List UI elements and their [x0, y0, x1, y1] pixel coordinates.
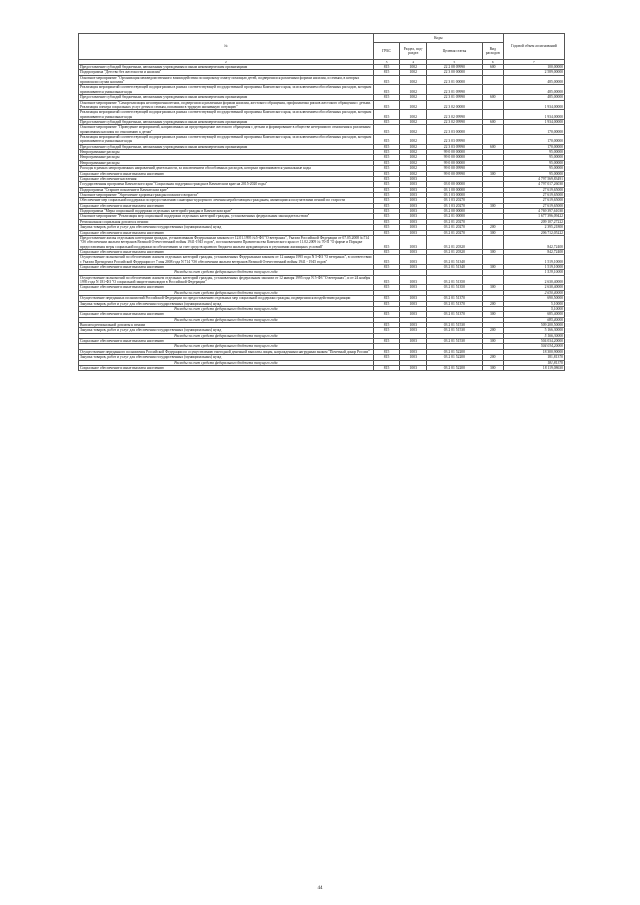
- table-row: [79, 365, 565, 370]
- row-grbs: 815: [373, 328, 400, 333]
- row-description: Основное мероприятие "Реализация мер социальной поддержки отдельных категорий граждан, установленных федеральным законодательством": [79, 214, 374, 219]
- row-amount: 504 034,20000: [503, 344, 564, 349]
- table-row: [79, 135, 565, 145]
- row-target-article: 22 3 02 09990: [427, 119, 483, 124]
- header-csr: Целевая статья: [427, 43, 483, 60]
- row-amount: 170,00000: [503, 125, 564, 135]
- row-description: Социальное обеспечение и иные выплаты населению: [79, 312, 374, 317]
- row-grbs: 815: [373, 193, 400, 198]
- row-target-article: 03 2 01 20320: [427, 235, 483, 249]
- row-expense-type: [482, 125, 503, 135]
- row-description: Социальное обеспечение и иные выплаты населению: [79, 230, 374, 235]
- row-amount: 485,00000: [503, 95, 564, 100]
- row-amount: 2 630,40000: [503, 290, 564, 295]
- row-target-article: 22 3 01 09990: [427, 95, 483, 100]
- row-grbs: 815: [373, 301, 400, 306]
- row-grbs: 815: [373, 65, 400, 70]
- table-row: [79, 110, 565, 120]
- row-grbs: 815: [373, 171, 400, 176]
- row-description: Основное мероприятие "Проведение мероприятий, направленных на предотвращение жестокого обращения с детьми и формирование в обществе нетерпимого отношения к различным проявлениям насилия по отношению к детям": [79, 125, 374, 135]
- row-expense-type: 200: [482, 355, 503, 360]
- row-description: Социальное обеспечение и иные выплаты населению: [79, 249, 374, 254]
- row-expense-type: [482, 235, 503, 249]
- header-grbs: ГРБС: [373, 43, 400, 60]
- header-razdel: Раздел, под-раздел: [400, 43, 427, 60]
- row-description: Расходы в рамках непрограммных направлений деятельности, за исключением обособленных расходов, которым присваиваются уникальные коды: [79, 166, 374, 171]
- row-grbs: 815: [373, 235, 400, 249]
- row-grbs: 815: [373, 150, 400, 155]
- row-amount: 27 619,65000: [503, 198, 564, 203]
- row-amount: 1 519,10000: [503, 270, 564, 275]
- row-amount: 4 769 397,61030: [503, 209, 564, 214]
- row-amount: 18 300,90000: [503, 349, 564, 354]
- row-amount: 1 519,10000: [503, 265, 564, 270]
- row-description: Социальное обеспечение и иные выплаты населению: [79, 285, 374, 290]
- row-description: Реализация мероприятий соответствующей подпрограммы в рамках соответствующей государственной программы Камчатского края, за исключением обособленных расходов, которым присваиваются уникальные коды: [80, 135, 372, 144]
- row-grbs: 815: [373, 365, 400, 370]
- row-expense-type: 300: [482, 312, 503, 317]
- row-description: Реализация мероприятий соответствующей подпрограммы в рамках соответствующей государственной программы Камчатского края, за исключением обособленных расходов, которым присваиваются уникальные коды: [80, 110, 372, 119]
- table-header: [79, 34, 565, 65]
- row-target-article: 03 2 01 20320: [427, 249, 483, 254]
- row-razdel: 1003: [400, 219, 427, 224]
- table-row: [79, 255, 565, 265]
- row-razdel: 1003: [400, 249, 427, 254]
- row-grbs: 815: [373, 198, 400, 203]
- row-target-article: 22 3 03 09990: [427, 135, 483, 145]
- row-description: Предоставление субсидий бюджетным, автономным учреждениям и иным некоммерческим организациям: [79, 65, 374, 70]
- row-grbs: 815: [373, 160, 400, 165]
- row-expense-type: [482, 135, 503, 145]
- row-grbs: 815: [373, 275, 400, 285]
- row-description: Расходы за счет средств федерального бюджета текущего года: [79, 290, 374, 295]
- row-description: Реализация мероприятий соответствующей подпрограммы в рамках соответствующей государственной программы Камчатского края, за исключением обособленных расходов, которым присваиваются уникальные коды: [80, 85, 372, 94]
- row-expense-type: 600: [482, 95, 503, 100]
- row-target-article: 99 0 00 09990: [427, 171, 483, 176]
- row-description: Основное мероприятие "Организация межведомственного взаимодействия по широкому охвату помощью детей, подвергшихся различным формам насилия, и семьям, в которых произошли случаи насилия": [79, 75, 374, 85]
- row-amount: 209 107,27222: [503, 219, 564, 224]
- row-razdel: 1002: [400, 100, 427, 110]
- row-razdel: 1003: [400, 203, 427, 208]
- row-description: Основное мероприятие "Самореализация несовершеннолетних, подвергшихся различным формам насилия, жестокого обращения, профилактика рисков жестокого обращения с детьми. Реализация спектра социальных услуг детям и семьям, попавшим в трудную жизненную ситуацию": [79, 100, 374, 110]
- row-razdel: 1002: [400, 75, 427, 85]
- row-expense-type: 300: [482, 265, 503, 270]
- table-row: [79, 100, 565, 110]
- row-grbs: 815: [373, 203, 400, 208]
- col-index: 6: [482, 60, 503, 65]
- row-razdel: 1003: [400, 285, 427, 290]
- row-amount: 27 619,65000: [503, 187, 564, 192]
- row-target-article: 03 1 03 00000: [427, 193, 483, 198]
- row-grbs: 815: [373, 249, 400, 254]
- row-amount: 690,50000: [503, 296, 564, 301]
- row-expense-type: [482, 75, 503, 85]
- row-description: Закупка товаров, работ и услуг для обеспечения государственных (муниципальных) нужд: [79, 328, 374, 333]
- row-grbs: 815: [373, 119, 400, 124]
- table-row: [79, 275, 565, 285]
- row-expense-type: [482, 275, 503, 285]
- row-razdel: 1003: [400, 235, 427, 249]
- row-description: Подпрограмма "Старшее поколение в Камчатском крае": [79, 187, 374, 192]
- row-description: Предоставление субсидий бюджетным, автономным учреждениям и иным некоммерческим организациям: [79, 119, 374, 124]
- row-grbs: 815: [373, 176, 400, 181]
- page-number: 44: [317, 886, 323, 891]
- row-target-article: 22 3 02 00000: [427, 100, 483, 110]
- row-grbs: 815: [373, 265, 400, 270]
- row-expense-type: 300: [482, 203, 503, 208]
- row-razdel: 1002: [400, 171, 427, 176]
- row-target-article: 03 2 01 52200: [427, 349, 483, 354]
- row-description: Расходы за счет средств федерального бюджета текущего года: [79, 317, 374, 322]
- row-razdel: 1002: [400, 144, 427, 149]
- row-description: Осуществление переданных полномочий Российской Федерации по предоставлению отдельных мер социальной поддержки граждан, подвергшихся воздействию радиации: [79, 296, 374, 301]
- row-amount: 18 119,08630: [503, 365, 564, 370]
- row-amount: 95,00000: [503, 166, 564, 171]
- row-description: Расходы за счет средств федерального бюджета текущего года: [79, 344, 374, 349]
- row-razdel: 1003: [400, 209, 427, 214]
- row-amount: 95,00000: [503, 155, 564, 160]
- row-expense-type: 200: [482, 225, 503, 230]
- row-amount: 5 166,30000: [503, 333, 564, 338]
- row-amount: 509 200,50000: [503, 322, 564, 327]
- row-description: Подпрограмма "Меры социальной поддержки отдельных категорий граждан в Камчатском крае": [79, 209, 374, 214]
- row-description: Социальное обеспечение населения: [79, 176, 374, 181]
- row-description: Закупка товаров, работ и услуг для обеспечения государственных (муниципальных) нужд: [79, 225, 374, 230]
- row-description: Расходы за счет средств федерального бюджета текущего года: [79, 270, 374, 275]
- row-target-article: 03 2 01 20270: [427, 230, 483, 235]
- row-expense-type: 300: [482, 285, 503, 290]
- row-target-article: 03 0 00 00000: [427, 182, 483, 187]
- row-amount: 2 395,21800: [503, 225, 564, 230]
- row-target-article: 99 0 00 00000: [427, 160, 483, 165]
- row-target-article: 99 0 00 00000: [427, 155, 483, 160]
- row-description: Непрограммные расходы: [79, 160, 374, 165]
- row-grbs: 815: [373, 255, 400, 265]
- header-num: №: [79, 34, 374, 60]
- table-row: [79, 85, 565, 95]
- header-amount: Годовой объем ассигнований: [503, 34, 564, 60]
- row-description: Социальное обеспечение и иные выплаты населению: [79, 339, 374, 344]
- row-description: Непрограммные расходы: [79, 155, 374, 160]
- row-expense-type: 600: [482, 144, 503, 149]
- row-grbs: 815: [373, 219, 400, 224]
- col-index: 5: [427, 60, 483, 65]
- row-expense-type: 300: [482, 339, 503, 344]
- row-description: Социальное обеспечение и иные выплаты населению: [79, 365, 374, 370]
- row-description: Расходы за счет средств федерального бюджета текущего года: [79, 333, 374, 338]
- table-row: [79, 75, 565, 85]
- table-body: [79, 65, 565, 371]
- row-grbs: 815: [373, 182, 400, 187]
- row-razdel: 1002: [400, 70, 427, 75]
- row-grbs: 815: [373, 166, 400, 171]
- col-index: 4: [400, 60, 427, 65]
- row-description: Обеспечение мер социальной поддержки по предоставлению санаторно-курортного лечения неработающим гражданам, являющимся получателями пенсий по старости: [79, 198, 374, 203]
- row-amount: 170,00000: [503, 144, 564, 149]
- row-amount: 5,10000: [503, 306, 564, 311]
- row-target-article: 03 1 03 20270: [427, 198, 483, 203]
- row-amount: 4 797 017,26030: [503, 182, 564, 187]
- row-expense-type: [482, 100, 503, 110]
- row-target-article: 03 2 00 00000: [427, 209, 483, 214]
- row-razdel: 1003: [400, 230, 427, 235]
- row-target-article: 22 3 00 00000: [427, 70, 483, 75]
- row-target-article: 99 0 00 00000: [427, 150, 483, 155]
- row-grbs: 815: [373, 209, 400, 214]
- row-amount: 2 630,40000: [503, 275, 564, 285]
- row-description: Социальное обеспечение и иные выплаты населению: [79, 265, 374, 270]
- row-expense-type: 200: [482, 301, 503, 306]
- row-amount: 4 797 569,83491: [503, 176, 564, 181]
- row-razdel: 1002: [400, 155, 427, 160]
- row-target-article: 03 2 01 52200: [427, 355, 483, 360]
- row-grbs: 815: [373, 187, 400, 192]
- row-amount: 485,00000: [503, 75, 564, 85]
- row-razdel: 1003: [400, 301, 427, 306]
- row-grbs: 815: [373, 285, 400, 290]
- col-index: 3: [373, 60, 400, 65]
- row-target-article: 03 2 01 51340: [427, 255, 483, 265]
- row-description: Закупка товаров, работ и услуг для обеспечения государственных (муниципальных) нужд: [79, 301, 374, 306]
- row-razdel: 1002: [400, 95, 427, 100]
- table-row: [79, 235, 565, 249]
- row-expense-type: [482, 110, 503, 120]
- row-razdel: 1003: [400, 198, 427, 203]
- row-amount: 181,81370: [503, 355, 564, 360]
- row-razdel: 1003: [400, 187, 427, 192]
- row-expense-type: 600: [482, 119, 503, 124]
- row-razdel: 1003: [400, 328, 427, 333]
- row-amount: 170,00000: [503, 135, 564, 145]
- row-grbs: 815: [373, 225, 400, 230]
- row-target-article: 03 2 01 51530: [427, 322, 483, 327]
- row-expense-type: [482, 255, 503, 265]
- row-description: Основное мероприятие "Укрепление здоровья граждан пожилого возраста": [79, 193, 374, 198]
- row-razdel: 1002: [400, 85, 427, 95]
- row-description: Государственная программа Камчатского края "Социальная поддержка граждан в Камчатском крае на 2015-2020 годы": [79, 182, 374, 187]
- row-grbs: 815: [373, 312, 400, 317]
- row-grbs: 815: [373, 230, 400, 235]
- row-razdel: 1002: [400, 166, 427, 171]
- row-razdel: 1003: [400, 214, 427, 219]
- row-description: Осуществление полномочий по обеспечению жильем отдельных категорий граждан, установленных Федеральным законом от 12 января 1995 года N 5-ФЗ "О ветеранах", в соответствии с Указом Президента Российской Федерации от 7 мая 2008 года N 714 "Об обеспечении жильем ветеранов Великой Отечественной войны 1941 - 1945 годов": [80, 255, 372, 264]
- row-amount: 2 630,40000: [503, 285, 564, 290]
- row-amount: 685,40000: [503, 317, 564, 322]
- row-target-article: 03 2 01 20270: [427, 225, 483, 230]
- row-razdel: 1002: [400, 160, 427, 165]
- row-description: Выплата региональной доплаты к пенсии: [79, 322, 374, 327]
- row-amount: 95,00000: [503, 171, 564, 176]
- row-target-article: 22 2 08 09990: [427, 65, 483, 70]
- row-grbs: 815: [373, 296, 400, 301]
- row-razdel: 1003: [400, 365, 427, 370]
- row-target-article: 03 2 01 51530: [427, 328, 483, 333]
- row-grbs: 815: [373, 110, 400, 120]
- row-target-article: 03 2 01 00000: [427, 214, 483, 219]
- row-target-article: 03 2 01 51340: [427, 265, 483, 270]
- row-target-article: 03 2 01 51370: [427, 301, 483, 306]
- row-grbs: 815: [373, 144, 400, 149]
- row-amount: 1 519,10000: [503, 255, 564, 265]
- row-target-article: 03 2 01 51370: [427, 312, 483, 317]
- col-index: 2: [79, 60, 374, 65]
- budget-table: [78, 33, 565, 371]
- row-amount: 206 712,05222: [503, 230, 564, 235]
- row-razdel: 1003: [400, 296, 427, 301]
- row-razdel: 1002: [400, 150, 427, 155]
- row-razdel: 1003: [400, 355, 427, 360]
- row-razdel: 1003: [400, 182, 427, 187]
- row-grbs: 815: [373, 135, 400, 145]
- table-row: [79, 125, 565, 135]
- row-description: Непрограммные расходы: [79, 150, 374, 155]
- row-description: Предоставление жилья отдельным категориям граждан, установленным Федеральным законом от 12.01.1995 №5-ФЗ "О ветеранах", Указом Российской Федерации от 07.05.2008 №714 "Об обеспечении жильем ветеранов Великой Отечественной войны 1941-1945 годов", постановлением Правительства Камчатского края от 11.02.2009 № 70-П "О форме и Порядке предоставления меры социальной поддержки по обеспечению за счет средств краевого бюджета жильем нуждающихся в улучшении жилищных условий": [79, 235, 374, 249]
- row-amount: 1 934,00000: [503, 119, 564, 124]
- row-description: Осуществление полномочий по обеспечению жильем отдельных категорий граждан, установленных федеральным законом от 12 января 1995 года N 5-ФЗ "О ветеранах", и от 24 ноября 1995 года N 181-ФЗ "О социальной защите инвалидов в Российской Федерации": [79, 275, 374, 285]
- row-target-article: 03 2 01 51530: [427, 339, 483, 344]
- row-razdel: 1003: [400, 265, 427, 270]
- row-amount: 485,00000: [503, 85, 564, 95]
- row-description: Социальное обеспечение и иные выплаты населению: [79, 171, 374, 176]
- row-grbs: 815: [373, 100, 400, 110]
- row-razdel: 1003: [400, 193, 427, 198]
- header-vr: Вид расходов: [482, 43, 503, 60]
- row-amount: 95,00000: [503, 150, 564, 155]
- row-expense-type: 300: [482, 230, 503, 235]
- row-amount: 5,10000: [503, 301, 564, 306]
- row-description: Подпрограмма "Детство без жестокости и насилия": [79, 70, 374, 75]
- row-razdel: 1003: [400, 275, 427, 285]
- row-target-article: 03 2 01 51350: [427, 285, 483, 290]
- row-description: Предоставление субсидий бюджетным, автономным учреждениям и иным некоммерческим организациям: [79, 95, 374, 100]
- row-razdel: 1003: [400, 339, 427, 344]
- row-expense-type: 300: [482, 171, 503, 176]
- row-razdel: 1003: [400, 255, 427, 265]
- row-target-article: 03 1 00 00000: [427, 187, 483, 192]
- row-razdel: 1003: [400, 349, 427, 354]
- row-amount: 842,72400: [503, 249, 564, 254]
- row-description: Расходы за счет средств федерального бюджета текущего года: [79, 360, 374, 365]
- row-grbs: 815: [373, 349, 400, 354]
- row-expense-type: 600: [482, 65, 503, 70]
- row-target-article: 03 2 01 20270: [427, 219, 483, 224]
- row-target-article: 03 2 01 51370: [427, 296, 483, 301]
- row-description: Осуществление переданного полномочия Российской Федерации по осуществлению ежегодной денежной выплаты лицам, награжденным нагрудным знаком "Почетный донор России": [79, 349, 374, 354]
- row-grbs: 815: [373, 75, 400, 85]
- row-expense-type: 300: [482, 249, 503, 254]
- row-amount: 504 034,20000: [503, 339, 564, 344]
- row-amount: 1 934,00000: [503, 110, 564, 120]
- row-target-article: 22 3 01 09990: [427, 85, 483, 95]
- row-expense-type: [482, 85, 503, 95]
- row-razdel: 1002: [400, 119, 427, 124]
- row-razdel: 1002: [400, 135, 427, 145]
- row-description: Региональная социальная доплата к пенсии: [79, 219, 374, 224]
- row-grbs: 815: [373, 322, 400, 327]
- row-amount: 27 619,65000: [503, 193, 564, 198]
- row-description: Расходы за счет средств федерального бюджета текущего года: [79, 306, 374, 311]
- row-grbs: 815: [373, 125, 400, 135]
- row-razdel: 1003: [400, 225, 427, 230]
- row-target-article: 99 0 00 09990: [427, 166, 483, 171]
- row-amount: 100,00000: [503, 65, 564, 70]
- row-amount: 842,72400: [503, 235, 564, 249]
- row-description: Социальное обеспечение и иные выплаты населению: [79, 203, 374, 208]
- row-target-article: 03 2 01 51350: [427, 275, 483, 285]
- row-razdel: 1003: [400, 312, 427, 317]
- row-amount: 5 166,30000: [503, 328, 564, 333]
- header-codes: Коды: [373, 34, 503, 43]
- row-description: Предоставление субсидий бюджетным, автономным учреждениям и иным некоммерческим организациям: [79, 144, 374, 149]
- row-expense-type: 200: [482, 328, 503, 333]
- row-description: Закупка товаров, работ и услуг для обеспечения государственных (муниципальных) нужд: [79, 355, 374, 360]
- row-razdel: 1002: [400, 110, 427, 120]
- row-target-article: 03 1 03 20270: [427, 203, 483, 208]
- row-grbs: 815: [373, 339, 400, 344]
- row-razdel: 1002: [400, 65, 427, 70]
- row-grbs: 815: [373, 155, 400, 160]
- row-grbs: 815: [373, 355, 400, 360]
- row-target-article: 22 3 03 09990: [427, 144, 483, 149]
- row-amount: 27 619,65000: [503, 203, 564, 208]
- row-amount: 181,81370: [503, 360, 564, 365]
- row-amount: 1 677 396,09422: [503, 214, 564, 219]
- row-amount: 1 934,00000: [503, 100, 564, 110]
- row-target-article: 22 3 03 00000: [427, 125, 483, 135]
- row-grbs: 815: [373, 214, 400, 219]
- row-target-article: 22 3 02 09990: [427, 110, 483, 120]
- row-razdel: 1002: [400, 125, 427, 135]
- row-amount: 95,00000: [503, 160, 564, 165]
- row-target-article: 03 2 01 52200: [427, 365, 483, 370]
- row-razdel: 1003: [400, 322, 427, 327]
- row-grbs: 815: [373, 85, 400, 95]
- row-expense-type: 300: [482, 365, 503, 370]
- row-grbs: 815: [373, 95, 400, 100]
- row-target-article: 22 3 01 00000: [427, 75, 483, 85]
- row-razdel: 1003: [400, 176, 427, 181]
- row-amount: 2 589,00000: [503, 70, 564, 75]
- row-amount: 685,40000: [503, 312, 564, 317]
- row-grbs: 815: [373, 70, 400, 75]
- col-index: 7: [503, 60, 564, 65]
